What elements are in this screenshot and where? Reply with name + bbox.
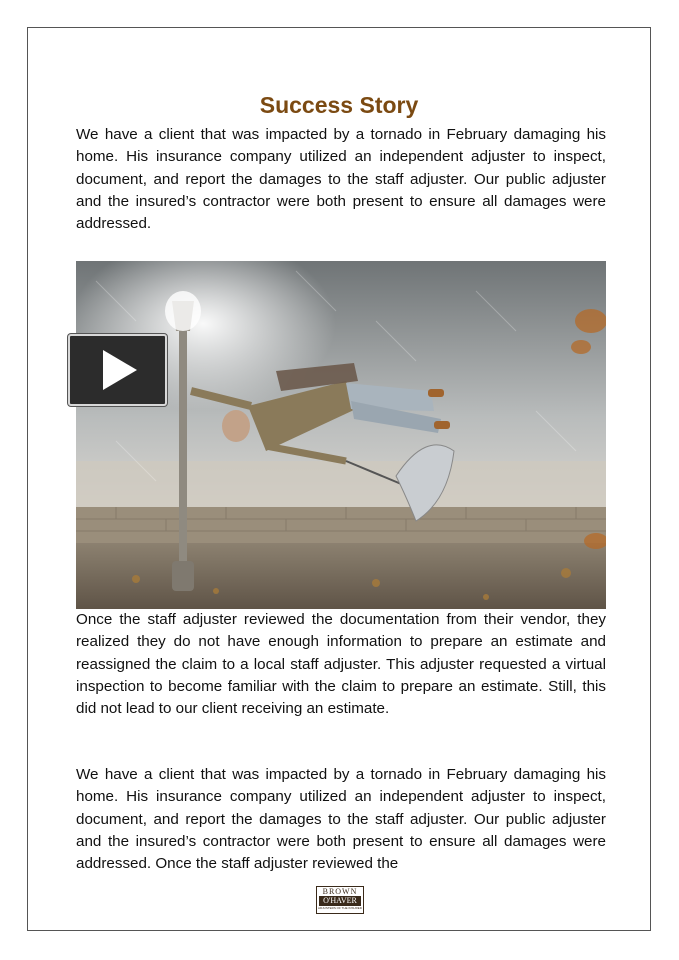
- brown-ohaver-logo: [316, 886, 364, 914]
- video-play-button[interactable]: [68, 334, 167, 406]
- page-title: Success Story: [259, 92, 419, 118]
- logo-line-1: BROWN: [322, 887, 358, 896]
- logo-line-2: O'HAVER: [319, 896, 361, 906]
- paragraph-intro: We have a client that was impacted by a tornado in February damaging his home. His insurance company utilized an independent adjuster to inspect, document, and report the damages to the staff adjuster. Our public adjuster and the insured’s contractor were both present to ensure all damages were addressed.: [76, 126, 606, 233]
- paragraph-repeat: We have a client that was impacted by a tornado in February damaging his home. His insurance company utilized an independent adjuster to inspect, document, and report the damages to the staff adjuster. Our public adjuster and the insured’s contractor were both present to ensure all damages were addressed. Once the staff adjuster reviewed the: [76, 766, 606, 873]
- paragraph-staff-adjuster: Once the staff adjuster reviewed the documentation from their vendor, they realized they do not have enough information to prepare an estimate and reassigned the claim to a local staff adjuster. This adjuster requested a virtual inspection to become familiar with the claim to prepare an estimate. Still, this did not lead to our client receiving an estimate.: [76, 611, 606, 718]
- play-icon: [103, 350, 137, 390]
- storm-photo: [76, 261, 606, 609]
- logo-tagline: ADJUSTERS OF THE INSURED: [318, 906, 362, 910]
